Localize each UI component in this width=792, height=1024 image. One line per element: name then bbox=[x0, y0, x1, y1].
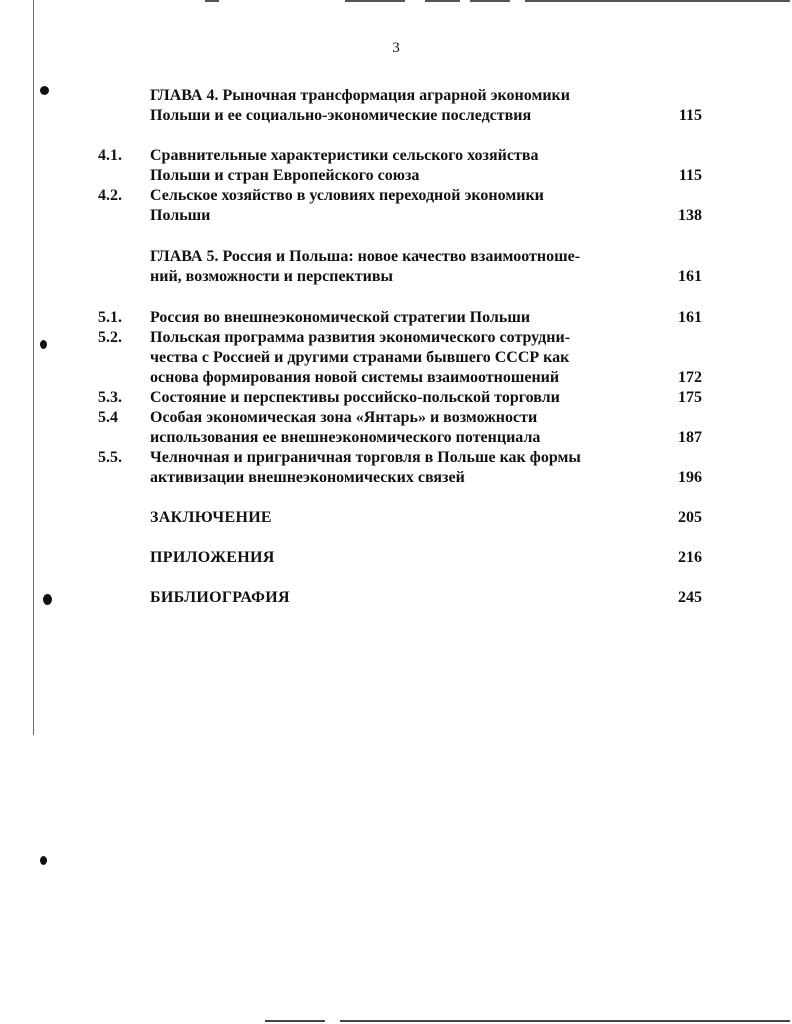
toc-entry-title-line: Челночная и приграничная торговля в Польше как формы bbox=[150, 449, 581, 466]
scan-blot bbox=[40, 340, 47, 349]
toc-entry-page: 245 bbox=[678, 589, 702, 606]
toc-entry-title bbox=[150, 328, 650, 388]
toc-entry-title bbox=[150, 548, 650, 568]
toc-entry-title-line: Особая экономическая зона «Янтарь» и возможности bbox=[150, 409, 538, 426]
toc-entry-title-line: ГЛАВА 4. Рыночная трансформация аграрной экономики bbox=[150, 87, 570, 104]
toc-entry-number: 5.1. bbox=[98, 309, 122, 326]
toc-entry-title bbox=[150, 146, 650, 186]
toc-entry-page: 161 bbox=[678, 309, 702, 326]
toc-entry-title-line: Польская программа развития экономического сотрудни- bbox=[150, 329, 571, 346]
toc-entry-page: 216 bbox=[678, 549, 702, 566]
toc-entry-title-line: ЗАКЛЮЧЕНИЕ bbox=[150, 509, 272, 526]
scan-bottom-marks bbox=[0, 1016, 792, 1024]
toc-entry-page: 172 bbox=[678, 369, 702, 386]
toc-entry-title-line: основа формирования новой системы взаимоотношений bbox=[150, 369, 560, 386]
toc-entry-page: 187 bbox=[678, 429, 702, 446]
scan-top-marks bbox=[0, 0, 792, 6]
toc-entry-title bbox=[150, 508, 650, 528]
toc-entry-page: 138 bbox=[678, 207, 702, 224]
toc-entry-title-line: Состояние и перспективы российско-польской торговли bbox=[150, 389, 560, 406]
toc-entry-number: 4.1. bbox=[98, 147, 122, 164]
toc-entry-page: 205 bbox=[678, 509, 702, 526]
toc-entry-title-line: Польши bbox=[150, 207, 211, 224]
toc-entry-title-line: чества с Россией и другими странами бывшего СССР как bbox=[150, 349, 570, 366]
toc-entry-title bbox=[150, 86, 650, 126]
toc-entry-title bbox=[150, 247, 650, 287]
scan-edge-line bbox=[33, 0, 34, 735]
toc-entry-title-line: использования ее внешнеэкономического потенциала bbox=[150, 429, 541, 446]
toc-entry-title-line: ГЛАВА 5. Россия и Польша: новое качество взаимоотноше- bbox=[150, 248, 581, 265]
toc-entry-title-line: БИБЛИОГРАФИЯ bbox=[150, 589, 290, 606]
toc-entry-title bbox=[150, 388, 650, 408]
toc-entry-page: 196 bbox=[678, 469, 702, 486]
toc-entry-number: 4.2. bbox=[98, 187, 122, 204]
toc-entry-number: 5.3. bbox=[98, 389, 122, 406]
toc-entry-title-line: активизации внешнеэкономических связей bbox=[150, 469, 465, 486]
toc-entry-title-line: ний, возможности и перспективы bbox=[150, 268, 393, 285]
toc-entry-title bbox=[150, 408, 650, 448]
toc-entry-title bbox=[150, 588, 650, 608]
toc-entry-title-line: Сельское хозяйство в условиях переходной экономики bbox=[150, 187, 544, 204]
toc-entry-title-line: Польши и ее социально-экономические последствия bbox=[150, 107, 532, 124]
toc-entry-number: 5.5. bbox=[98, 449, 122, 466]
toc-entry-title bbox=[150, 308, 650, 328]
scan-blot bbox=[40, 86, 49, 95]
scan-blot bbox=[43, 594, 52, 605]
page-number: 3 bbox=[392, 40, 400, 56]
toc-entry-page: 175 bbox=[678, 389, 702, 406]
toc-entry-page: 115 bbox=[678, 167, 702, 184]
toc-entry-number: 5.2. bbox=[98, 329, 122, 346]
toc-entry-page: 161 bbox=[678, 268, 702, 285]
toc-entry-page: 115 bbox=[678, 107, 702, 124]
toc-entry-title-line: Россия во внешнеэкономической стратегии Польши bbox=[150, 309, 531, 326]
toc-entry-number: 5.4 bbox=[98, 409, 118, 426]
toc-entry-title bbox=[150, 186, 650, 226]
toc-entry-title-line: ПРИЛОЖЕНИЯ bbox=[150, 549, 275, 566]
toc-entry-title bbox=[150, 448, 650, 488]
toc-entry-title-line: Польши и стран Европейского союза bbox=[150, 167, 420, 184]
scan-blot bbox=[40, 856, 47, 865]
toc-entry-title-line: Сравнительные характеристики сельского хозяйства bbox=[150, 147, 539, 164]
